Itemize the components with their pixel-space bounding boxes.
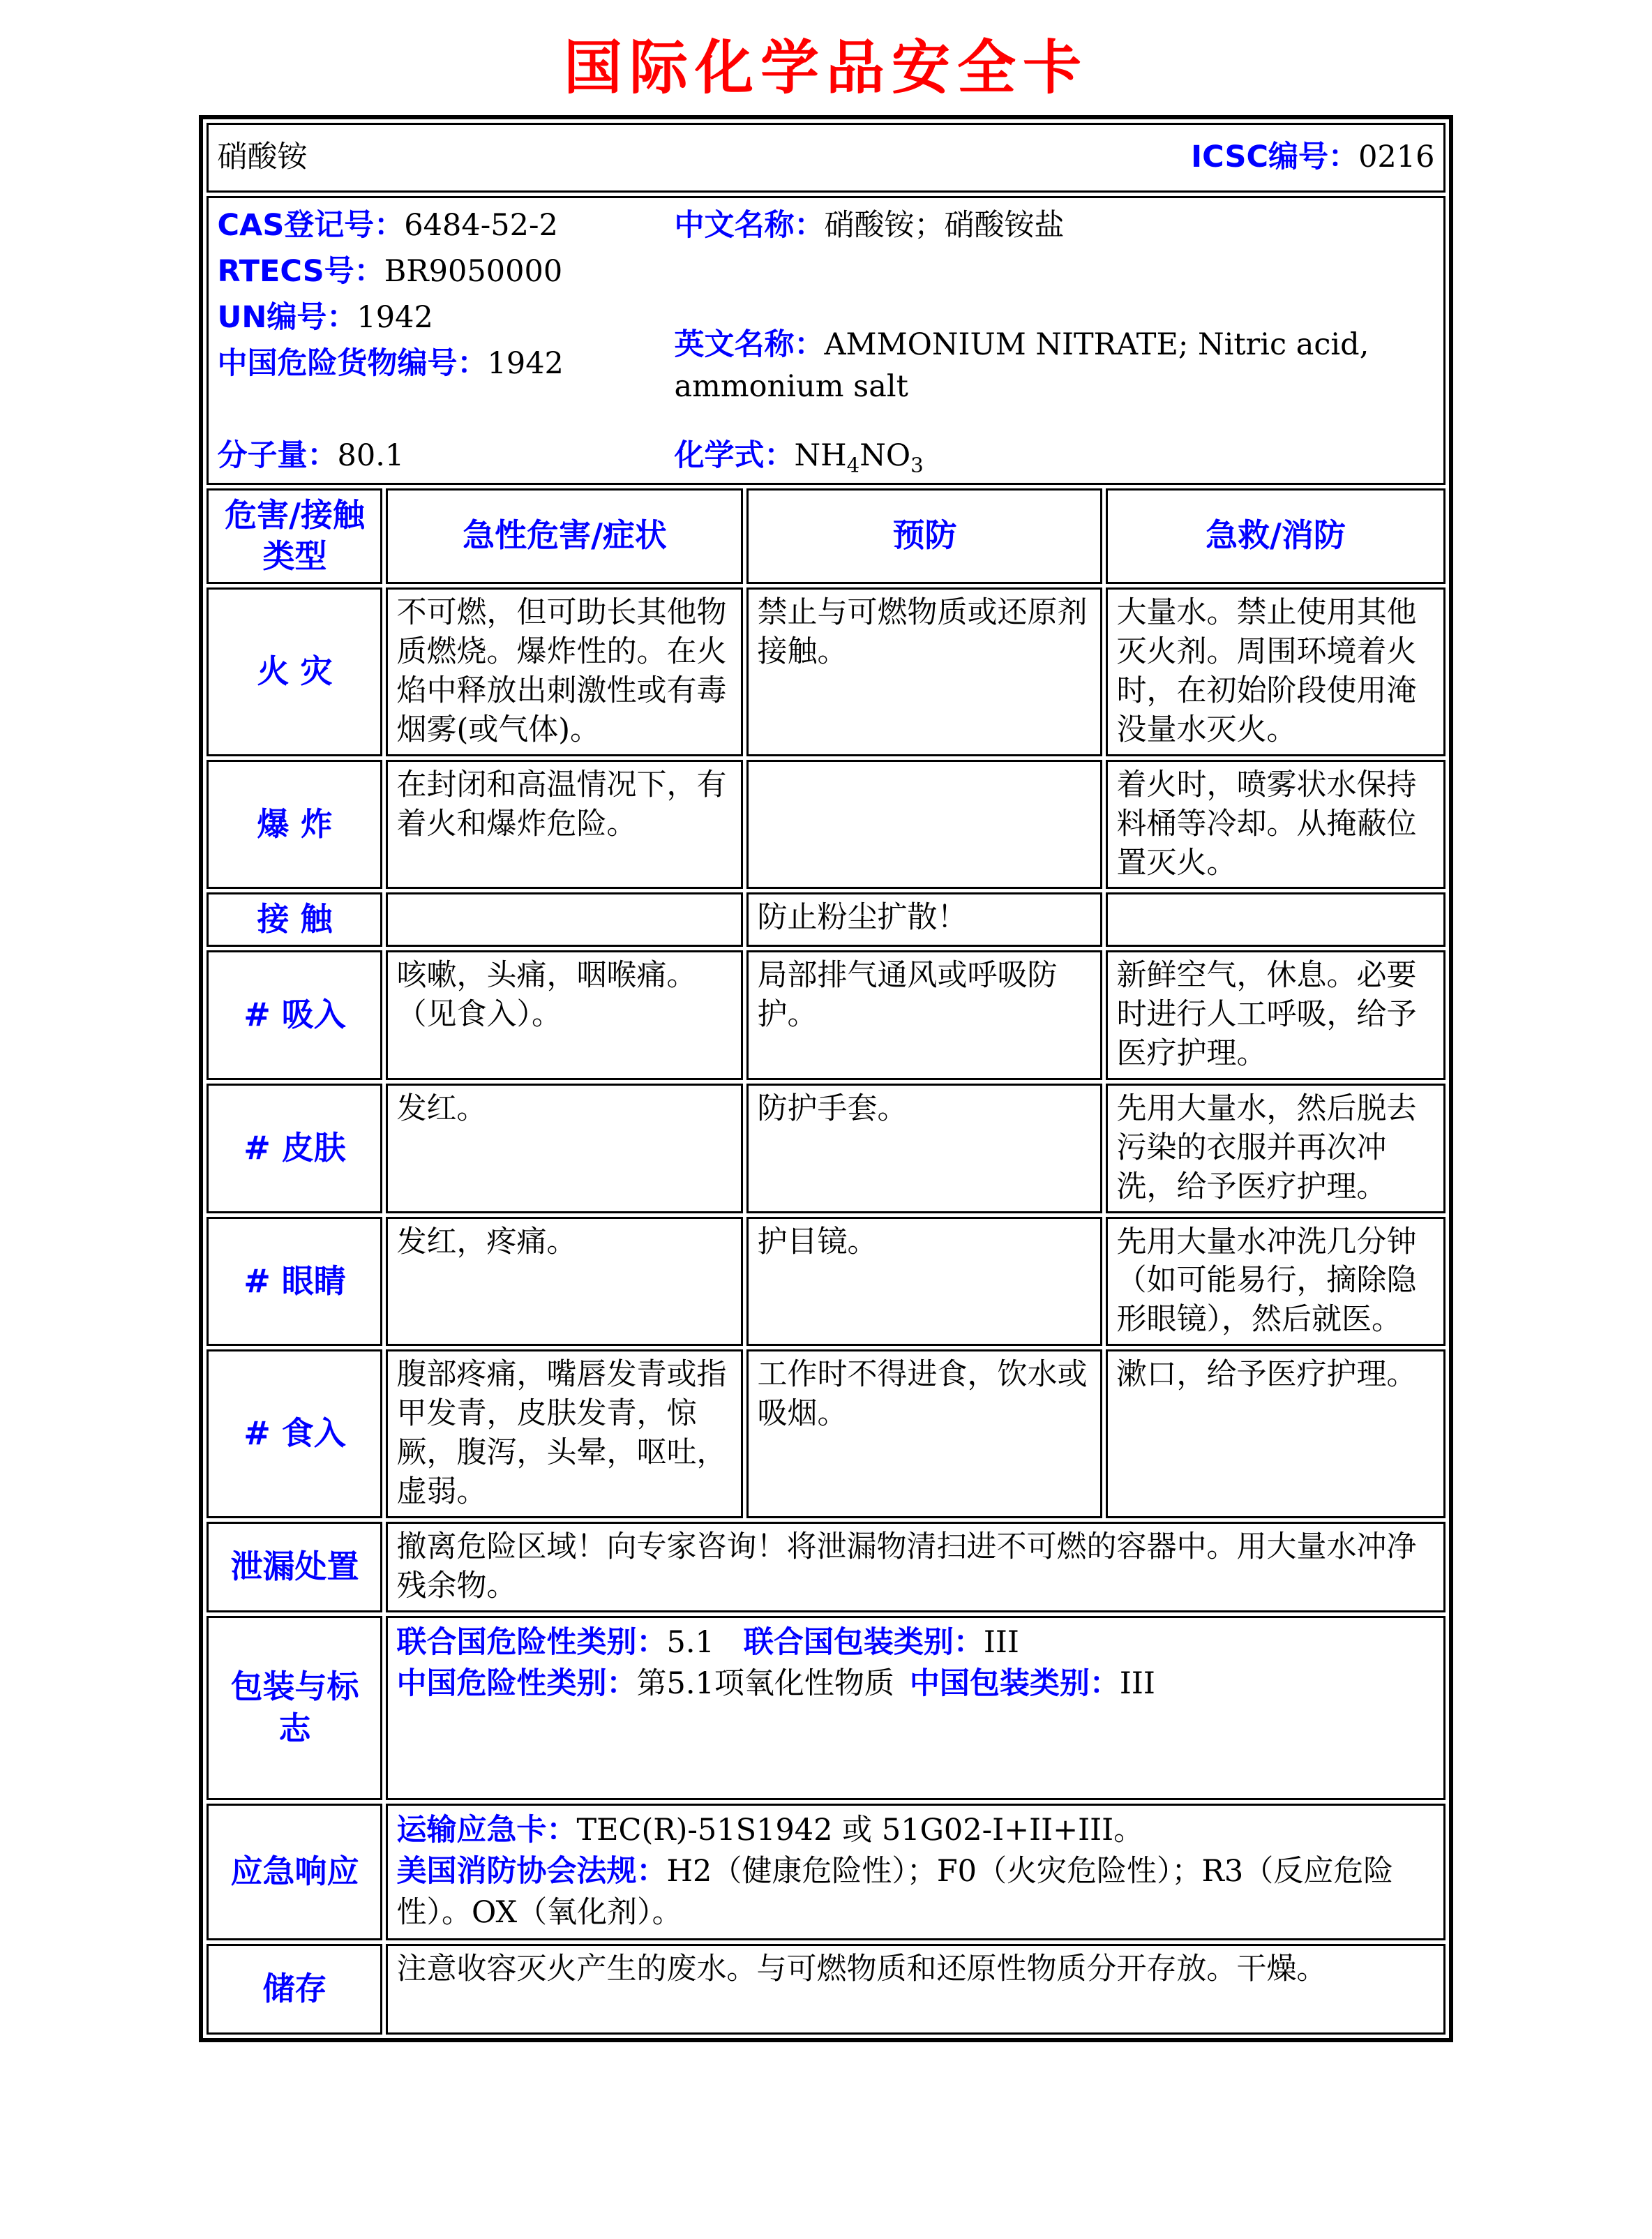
contact-first-aid xyxy=(1106,892,1445,947)
china-pack-group-value: III xyxy=(1119,1665,1155,1701)
transport-card-value: TEC(R)-51S1942 或 51G02-I+II+III。 xyxy=(576,1812,1144,1848)
un-hazard-class-value: 5.1 xyxy=(666,1624,714,1660)
chinese-name-line xyxy=(674,202,1413,248)
column-header-row xyxy=(206,488,1445,585)
china-hazard-class-label: 中国危险性类别： xyxy=(396,1665,637,1701)
category-storage: 储存 xyxy=(206,1944,382,2035)
un-hazard-class-label: 联合国危险性类别： xyxy=(396,1624,667,1660)
formula-label: 化学式： xyxy=(674,438,795,473)
ingestion-symptoms: 腹部疼痛，嘴唇发青或指甲发青，皮肤发青，惊厥，腹泻，头晕，呕吐，虚弱。 xyxy=(386,1349,743,1518)
header-cell xyxy=(206,123,1445,193)
row-ingestion xyxy=(206,1349,1445,1518)
molecular-weight-line xyxy=(217,437,674,479)
ingestion-first-aid: 漱口，给予医疗护理。 xyxy=(1106,1349,1445,1518)
row-fire xyxy=(206,587,1445,756)
safety-card-table xyxy=(199,115,1452,2042)
china-dg-label: 中国危险货物编号： xyxy=(217,346,488,381)
eyes-symptoms: 发红，疼痛。 xyxy=(386,1217,743,1347)
un-label: UN编号： xyxy=(217,300,357,335)
transport-card-label: 运输应急卡： xyxy=(396,1812,577,1848)
icsc-number: 0216 xyxy=(1358,140,1435,175)
substance-name: 硝酸铵 xyxy=(217,140,308,175)
english-name-label: 英文名称： xyxy=(674,327,825,362)
explosion-prevention xyxy=(746,760,1102,890)
inhalation-first-aid: 新鲜空气，休息。必要时进行人工呼吸，给予医疗护理。 xyxy=(1106,950,1445,1080)
row-spill-disposal xyxy=(206,1522,1445,1612)
un-value: 1942 xyxy=(356,300,433,335)
transport-card-line xyxy=(396,1810,1434,1851)
fire-symptoms: 不可燃，但可助长其他物质燃烧。爆炸性的。在火焰中释放出刺激性或有毒烟雾(或气体)。 xyxy=(386,587,743,756)
row-packaging-labelling xyxy=(206,1616,1445,1800)
spill-disposal-text: 撤离危险区域！向专家咨询！将泄漏物清扫进不可燃的容器中。用大量水冲净残余物。 xyxy=(386,1522,1445,1612)
china-dg-value: 1942 xyxy=(487,346,564,381)
identification-row xyxy=(206,196,1445,485)
identification-cell xyxy=(206,196,1445,485)
un-number-line xyxy=(217,294,674,340)
registry-numbers xyxy=(217,202,674,407)
hazard-type-line1: 危害/接触 xyxy=(225,495,365,534)
category-contact: 接 触 xyxy=(206,892,382,947)
row-contact xyxy=(206,892,1445,947)
eyes-first-aid: 先用大量水冲洗几分钟（如可能易行，摘除隐形眼镜），然后就医。 xyxy=(1106,1217,1445,1347)
skin-first-aid: 先用大量水，然后脱去污染的衣服并再次冲洗，给予医疗护理。 xyxy=(1106,1084,1445,1213)
inhalation-prevention: 局部排气通风或呼吸防护。 xyxy=(746,950,1102,1080)
skin-prevention: 防护手套。 xyxy=(746,1084,1102,1213)
icsc-label: ICSC编号： xyxy=(1191,140,1359,175)
category-fire: 火 灾 xyxy=(206,587,382,756)
col-header-hazard-type xyxy=(206,488,382,585)
nfpa-value: H2（健康危险性）；F0（火灾危险性）；R3（反应危险性）。OX（氧化剂）。 xyxy=(396,1853,1394,1931)
category-emergency-response: 应急响应 xyxy=(206,1804,382,1940)
eyes-prevention: 护目镜。 xyxy=(746,1217,1102,1347)
cas-label: CAS登记号： xyxy=(217,208,405,243)
china-classification-line xyxy=(396,1663,1434,1705)
row-storage xyxy=(206,1944,1445,2035)
rtecs-number-line xyxy=(217,248,674,294)
english-name-line xyxy=(674,324,1413,407)
category-explosion: 爆 炸 xyxy=(206,760,382,890)
row-skin xyxy=(206,1084,1445,1213)
row-explosion xyxy=(206,760,1445,890)
skin-symptoms: 发红。 xyxy=(386,1084,743,1213)
ingestion-prevention: 工作时不得进食，饮水或吸烟。 xyxy=(746,1349,1102,1518)
storage-text: 注意收容灭火产生的废水。与可燃物质和还原性物质分开存放。干燥。 xyxy=(386,1944,1445,2035)
rtecs-value: BR9050000 xyxy=(384,254,563,289)
icsc-number-group xyxy=(1191,138,1434,177)
formula-line xyxy=(674,437,923,479)
col-header-first-aid: 急救/消防 xyxy=(1106,488,1445,585)
col-header-symptoms: 急性危害/症状 xyxy=(386,488,743,585)
row-inhalation xyxy=(206,950,1445,1080)
category-inhalation: # 吸入 xyxy=(206,950,382,1080)
names-block xyxy=(674,202,1413,407)
hazard-type-line2: 类型 xyxy=(262,537,327,576)
un-pack-group-value: III xyxy=(983,1624,1019,1660)
inhalation-symptoms: 咳嗽，头痛，咽喉痛。（见食入）。 xyxy=(386,950,743,1080)
row-eyes xyxy=(206,1217,1445,1347)
nfpa-label: 美国消防协会法规： xyxy=(396,1853,667,1889)
col-header-prevention: 预防 xyxy=(746,488,1102,585)
cas-number-line xyxy=(217,202,674,248)
category-packaging-labelling: 包装与标志 xyxy=(206,1616,382,1800)
rtecs-label: RTECS号： xyxy=(217,254,384,289)
china-pack-group-label: 中国包装类别： xyxy=(909,1665,1120,1701)
explosion-first-aid: 着火时，喷雾状水保持料桶等冷却。从掩蔽位置灭火。 xyxy=(1106,760,1445,890)
category-skin: # 皮肤 xyxy=(206,1084,382,1213)
english-name-value: AMMONIUM NITRATE; Nitric acid, ammonium salt xyxy=(674,327,1369,404)
contact-prevention: 防止粉尘扩散！ xyxy=(746,892,1102,947)
molecular-weight-label: 分子量： xyxy=(217,438,338,473)
china-hazard-class-value: 第5.1项氧化性物质 xyxy=(636,1665,894,1701)
un-pack-group-label: 联合国包装类别： xyxy=(743,1624,984,1660)
contact-symptoms xyxy=(386,892,743,947)
formula-value: $NH_4NO_3$ xyxy=(794,438,924,477)
nfpa-line xyxy=(396,1851,1434,1934)
emergency-response-content xyxy=(386,1804,1445,1940)
molecular-weight-value: 80.1 xyxy=(337,438,405,473)
un-classification-line xyxy=(396,1622,1434,1663)
packaging-labelling-content xyxy=(386,1616,1445,1800)
cas-value: 6484-52-2 xyxy=(404,208,558,243)
category-eyes: # 眼睛 xyxy=(206,1217,382,1347)
row-emergency-response xyxy=(206,1804,1445,1940)
category-ingestion: # 食入 xyxy=(206,1349,382,1518)
chinese-name-value: 硝酸铵；硝酸铵盐 xyxy=(824,208,1065,243)
explosion-symptoms: 在封闭和高温情况下，有着火和爆炸危险。 xyxy=(386,760,743,890)
chinese-name-label: 中文名称： xyxy=(674,208,825,243)
category-spill-disposal: 泄漏处置 xyxy=(206,1522,382,1612)
fire-first-aid: 大量水。禁止使用其他灭火剂。周围环境着火时，在初始阶段使用淹没量水灭火。 xyxy=(1106,587,1445,756)
fire-prevention: 禁止与可燃物质或还原剂接触。 xyxy=(746,587,1102,756)
china-dg-number-line xyxy=(217,340,674,387)
page-title: 国际化学品安全卡 xyxy=(563,33,1088,102)
header-row xyxy=(206,123,1445,193)
